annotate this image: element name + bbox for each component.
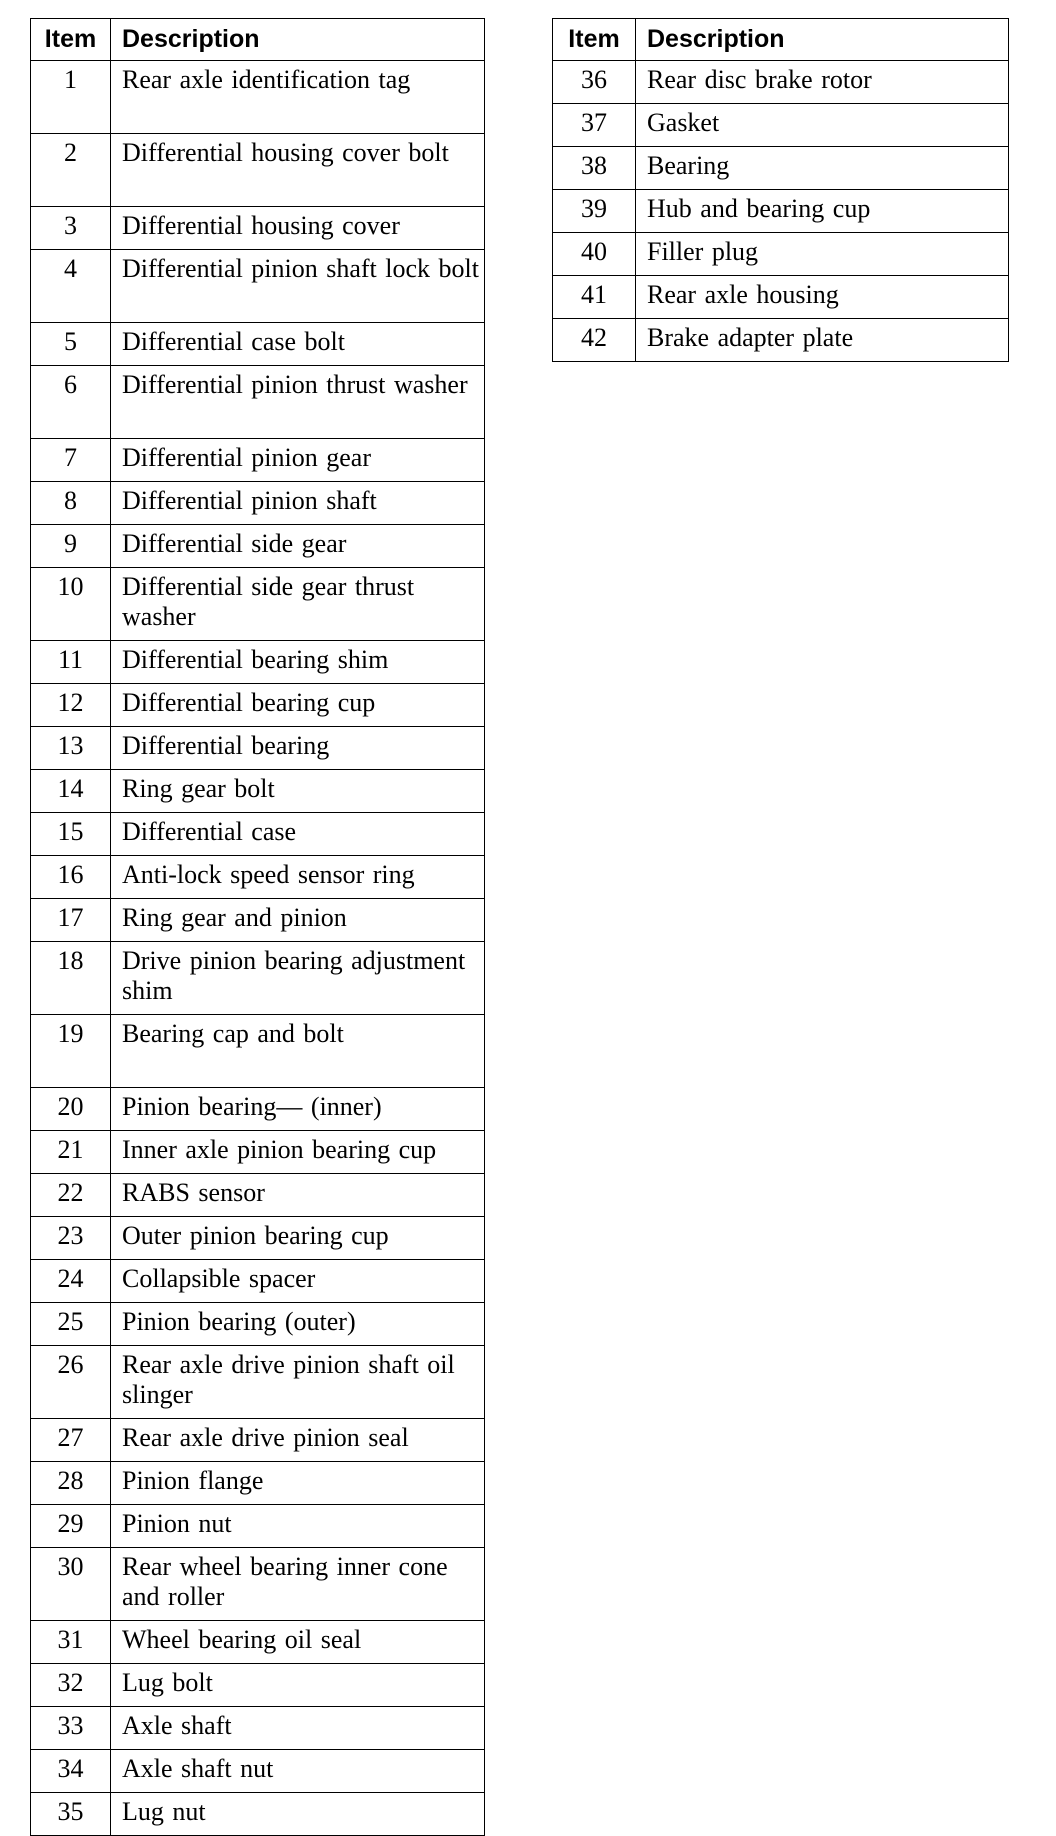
table-row — [31, 1174, 485, 1217]
item-description: Lug bolt — [111, 1664, 485, 1707]
item-description: Ring gear bolt — [111, 770, 485, 813]
item-number: 16 — [31, 856, 111, 899]
item-number: 25 — [31, 1303, 111, 1346]
item-number: 42 — [553, 319, 636, 362]
table-row — [31, 1303, 485, 1346]
item-number: 20 — [31, 1088, 111, 1131]
item-description: Filler plug — [636, 233, 1009, 276]
item-number: 34 — [31, 1750, 111, 1793]
item-number: 8 — [31, 482, 111, 525]
item-description: Differential pinion gear — [111, 439, 485, 482]
item-number: 36 — [553, 61, 636, 104]
table-row — [31, 134, 485, 207]
table-row — [31, 439, 485, 482]
item-description: Differential pinion shaft lock bolt — [111, 250, 485, 323]
table-row — [31, 1548, 485, 1621]
table-row — [31, 207, 485, 250]
item-description: Differential housing cover — [111, 207, 485, 250]
item-number: 29 — [31, 1505, 111, 1548]
parts-table-left — [30, 18, 485, 1836]
item-number: 27 — [31, 1419, 111, 1462]
item-number: 3 — [31, 207, 111, 250]
table-row — [553, 190, 1009, 233]
table-row — [31, 1505, 485, 1548]
item-description: Ring gear and pinion — [111, 899, 485, 942]
table-row — [31, 899, 485, 942]
item-number: 10 — [31, 568, 111, 641]
item-description: Collapsible spacer — [111, 1260, 485, 1303]
table-row — [31, 813, 485, 856]
item-description: Pinion flange — [111, 1462, 485, 1505]
item-number: 39 — [553, 190, 636, 233]
table-row — [553, 276, 1009, 319]
item-number: 30 — [31, 1548, 111, 1621]
table-row — [31, 1217, 485, 1260]
item-number: 14 — [31, 770, 111, 813]
item-description: Rear axle drive pinion shaft oil slinger — [111, 1346, 485, 1419]
table-row — [31, 942, 485, 1015]
table-row — [31, 61, 485, 134]
item-number: 15 — [31, 813, 111, 856]
item-description: Bearing cap and bolt — [111, 1015, 485, 1088]
item-description: Inner axle pinion bearing cup — [111, 1131, 485, 1174]
table-row — [553, 319, 1009, 362]
table-row — [31, 1015, 485, 1088]
item-description: Bearing — [636, 147, 1009, 190]
table-row — [31, 1621, 485, 1664]
item-number: 24 — [31, 1260, 111, 1303]
item-description: Outer pinion bearing cup — [111, 1217, 485, 1260]
table-row — [553, 233, 1009, 276]
table-row — [31, 856, 485, 899]
table-row — [553, 147, 1009, 190]
table-row — [31, 684, 485, 727]
item-description: Rear wheel bearing inner cone and roller — [111, 1548, 485, 1621]
table-row — [31, 525, 485, 568]
table-row — [553, 61, 1009, 104]
item-number: 6 — [31, 366, 111, 439]
item-number: 32 — [31, 1664, 111, 1707]
item-description: Drive pinion bearing adjustment shim — [111, 942, 485, 1015]
parts-table-body — [31, 61, 485, 1836]
item-description: Differential pinion thrust washer — [111, 366, 485, 439]
table-row — [31, 568, 485, 641]
item-number: 12 — [31, 684, 111, 727]
item-number: 7 — [31, 439, 111, 482]
item-number: 41 — [553, 276, 636, 319]
item-description: Differential housing cover bolt — [111, 134, 485, 207]
table-row — [31, 641, 485, 684]
item-number: 37 — [553, 104, 636, 147]
table-row — [31, 1664, 485, 1707]
item-description: Differential bearing shim — [111, 641, 485, 684]
item-description: Rear axle identification tag — [111, 61, 485, 134]
item-number: 19 — [31, 1015, 111, 1088]
item-number: 22 — [31, 1174, 111, 1217]
table-row — [31, 482, 485, 525]
table-row — [31, 323, 485, 366]
item-number: 11 — [31, 641, 111, 684]
table-row — [31, 1750, 485, 1793]
item-description: Axle shaft nut — [111, 1750, 485, 1793]
table-header-row — [553, 19, 1009, 61]
item-number: 35 — [31, 1793, 111, 1836]
item-description: Differential case — [111, 813, 485, 856]
table-row — [31, 1419, 485, 1462]
item-number: 26 — [31, 1346, 111, 1419]
item-description: RABS sensor — [111, 1174, 485, 1217]
item-number: 21 — [31, 1131, 111, 1174]
item-description: Gasket — [636, 104, 1009, 147]
item-description: Pinion nut — [111, 1505, 485, 1548]
table-row — [31, 1131, 485, 1174]
item-description: Rear axle drive pinion seal — [111, 1419, 485, 1462]
item-description: Lug nut — [111, 1793, 485, 1836]
table-row — [31, 1462, 485, 1505]
table-row — [31, 1707, 485, 1750]
item-number: 28 — [31, 1462, 111, 1505]
item-description: Differential case bolt — [111, 323, 485, 366]
item-description: Hub and bearing cup — [636, 190, 1009, 233]
table-row — [31, 1088, 485, 1131]
item-number: 31 — [31, 1621, 111, 1664]
item-description: Differential bearing cup — [111, 684, 485, 727]
item-description: Differential side gear — [111, 525, 485, 568]
item-column-header: Item — [31, 19, 111, 61]
description-column-header: Description — [111, 19, 485, 61]
item-description: Differential side gear thrust washer — [111, 568, 485, 641]
table-row — [31, 770, 485, 813]
parts-table-right — [552, 18, 1009, 362]
item-description: Rear axle housing — [636, 276, 1009, 319]
item-number: 18 — [31, 942, 111, 1015]
table-row — [31, 727, 485, 770]
table-row — [31, 366, 485, 439]
item-number: 23 — [31, 1217, 111, 1260]
description-column-header: Description — [636, 19, 1009, 61]
item-description: Pinion bearing— (inner) — [111, 1088, 485, 1131]
item-description: Rear disc brake rotor — [636, 61, 1009, 104]
item-description: Axle shaft — [111, 1707, 485, 1750]
table-row — [31, 1793, 485, 1836]
item-number: 1 — [31, 61, 111, 134]
item-number: 13 — [31, 727, 111, 770]
item-number: 17 — [31, 899, 111, 942]
item-number: 33 — [31, 1707, 111, 1750]
table-header-row — [31, 19, 485, 61]
parts-table-body — [553, 61, 1009, 362]
table-row — [553, 104, 1009, 147]
item-number: 2 — [31, 134, 111, 207]
item-description: Anti-lock speed sensor ring — [111, 856, 485, 899]
table-row — [31, 1346, 485, 1419]
item-description: Differential pinion shaft — [111, 482, 485, 525]
item-description: Differential bearing — [111, 727, 485, 770]
item-number: 40 — [553, 233, 636, 276]
item-number: 4 — [31, 250, 111, 323]
item-number: 38 — [553, 147, 636, 190]
table-row — [31, 250, 485, 323]
item-description: Wheel bearing oil seal — [111, 1621, 485, 1664]
table-row — [31, 1260, 485, 1303]
item-description: Brake adapter plate — [636, 319, 1009, 362]
item-number: 9 — [31, 525, 111, 568]
item-column-header: Item — [553, 19, 636, 61]
item-description: Pinion bearing (outer) — [111, 1303, 485, 1346]
item-number: 5 — [31, 323, 111, 366]
